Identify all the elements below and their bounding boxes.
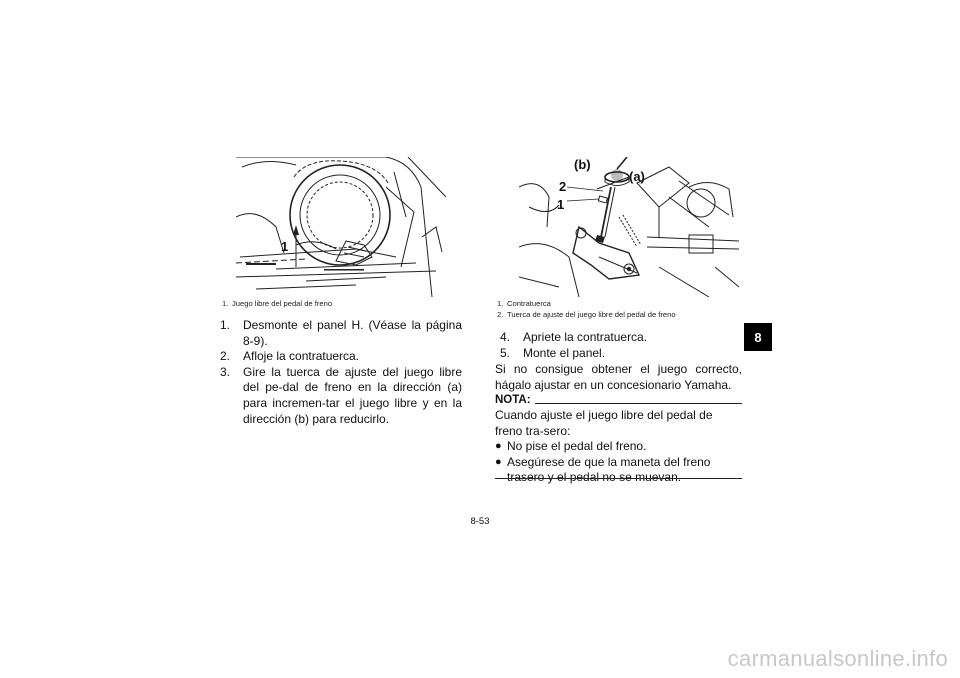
- bullet-dot-icon: ●: [495, 440, 502, 453]
- note-end-rule: [495, 478, 742, 479]
- step-number: 2.: [220, 349, 231, 364]
- brake-pedal-illustration: [236, 157, 446, 297]
- caption-right-line-1: [497, 298, 676, 309]
- step-item: [500, 346, 742, 362]
- step-number: 5.: [500, 345, 511, 360]
- watermark-text: carmanualsonline.info: [727, 646, 948, 671]
- note-bullet-item: [495, 439, 742, 455]
- step-text: Gire la tuerca de ajuste del juego libre del pe-dal de freno en la dirección (a) para incremen-tar el juego libre y en la dirección (b) para reducirlo.: [243, 364, 462, 426]
- step-number: 3.: [220, 364, 231, 379]
- step-item: [220, 349, 462, 365]
- step-number: 4.: [500, 330, 511, 344]
- bullet-dot-icon: ●: [495, 455, 502, 468]
- paragraph-dealer-adjust: Si no consigue obtener el juego correcto, hágalo ajustar en un concesionario Yamaha.: [495, 362, 742, 392]
- note-bullet-text: No pise el pedal del freno.: [507, 439, 647, 454]
- step-number: 1.: [220, 318, 231, 332]
- adjusting-nut-illustration: [519, 157, 739, 297]
- callout-2-right: 2: [559, 179, 567, 194]
- caption-right-1-text: Contratuerca: [507, 299, 551, 308]
- note-intro: Cuando ajuste el juego libre del pedal de freno tra-sero:: [495, 408, 713, 438]
- note-heading-rule: [535, 403, 742, 404]
- caption-left-1-number: 1.: [222, 299, 229, 308]
- figure-right-adjusting-nut: [519, 157, 739, 297]
- caption-right-1-number: 1.: [497, 299, 504, 308]
- caption-left-1-text: Juego libre del pedal de freno: [232, 299, 333, 308]
- note-body: [495, 408, 742, 486]
- step-text: Monte el panel.: [523, 345, 606, 360]
- figure-right-caption: [497, 298, 676, 320]
- caption-right-2-number: 2.: [497, 310, 504, 319]
- step-text: Desmonte el panel H. (Véase la página 8-9).: [243, 318, 462, 348]
- step-text: Afloje la contratuerca.: [243, 349, 360, 364]
- callout-b: (b): [574, 157, 591, 172]
- steps-list-left: [220, 318, 462, 427]
- chapter-tab: 8: [744, 323, 772, 351]
- callout-1-right: 1: [557, 197, 565, 212]
- step-item: [220, 365, 462, 427]
- steps-list-right: [500, 330, 742, 361]
- callout-a: (a): [629, 169, 645, 184]
- caption-right-line-2: [497, 309, 676, 320]
- step-text: Apriete la contratuerca.: [523, 330, 648, 344]
- callout-1-left: 1: [281, 239, 289, 254]
- figure-left-brake-pedal: [236, 157, 446, 297]
- page-number: 8-53: [470, 516, 490, 527]
- note-heading: [495, 394, 742, 406]
- note-bullet-item: [495, 455, 742, 486]
- caption-right-2-text: Tuerca de ajuste del juego libre del pedal de freno: [507, 310, 676, 319]
- note-heading-label: NOTA:: [495, 394, 531, 406]
- step-item: [500, 330, 742, 346]
- step-item: [220, 318, 462, 349]
- note-bullet-text: Asegúrese de que la maneta del freno trasero y el pedal no se muevan.: [507, 454, 711, 485]
- figure-left-caption: [222, 298, 332, 309]
